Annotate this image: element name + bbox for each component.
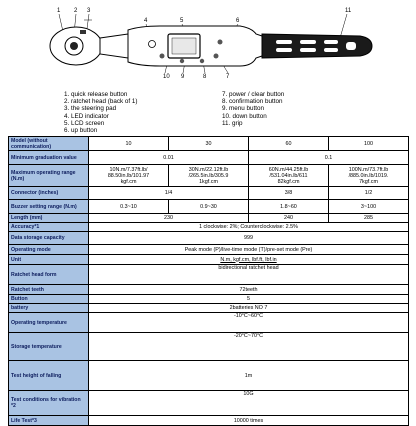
table-row [9, 391, 409, 416]
cell-line: 10N.m/7.37ft.lb/ [109, 166, 148, 173]
menu-button[interactable] [180, 59, 184, 63]
cell-line: /885.0in.lb/1019. [348, 172, 389, 179]
cell-line: 100N.m/73.7ft.lb [348, 166, 389, 173]
table-cell: 72teeth [89, 285, 409, 295]
row-label: Buzzer setting range (N.m) [9, 200, 89, 214]
cell-line: 7kgf.cm [359, 178, 378, 185]
cell-line: 30N.m/22.12ft.lb [188, 166, 229, 173]
callout-4: 4 [144, 18, 148, 24]
callout-3: 3 [87, 8, 91, 14]
table-cell [169, 165, 249, 187]
cell-line: /265.5in.lb/305.9 [188, 172, 229, 179]
cell-line: 60N.m/44.25ft.lb [268, 166, 309, 173]
table-cell: 60 [249, 137, 329, 151]
table-cell: 240 [249, 214, 329, 223]
table-cell: Peak mode (P)/live-time mode (T)/pre-set mode (Pre) [89, 245, 409, 255]
electronic-body [128, 26, 262, 66]
table-cell: 999 [89, 232, 409, 245]
callout-8: 8 [203, 74, 207, 80]
table-cell: 1/2 [329, 187, 409, 200]
row-label: Model (without communication) [9, 137, 89, 151]
table-row [9, 187, 409, 200]
down-button[interactable] [160, 54, 165, 59]
table-cell: 3/8 [249, 187, 329, 200]
table-cell: -20°C~70°C [89, 333, 409, 361]
table-cell: 230 [89, 214, 249, 223]
row-label: Storage temperature [9, 333, 89, 361]
callout-5: 5 [180, 18, 184, 24]
table-cell: 10000 times [89, 416, 409, 426]
row-label: Ratchet head form [9, 265, 89, 285]
row-label: Accuracy*1 [9, 223, 89, 232]
table-cell [249, 165, 329, 187]
row-label: Minimum graduation value [9, 151, 89, 165]
legend-item: 10. down button [222, 112, 267, 120]
row-label: Maximum operating range (N.m) [9, 165, 89, 187]
row-label: Data storage capacity [9, 232, 89, 245]
row-label: Operating temperature [9, 313, 89, 333]
table-row [9, 232, 409, 245]
legend-item: 7. power / clear button [222, 91, 285, 98]
up-button[interactable] [218, 40, 223, 45]
callout-10: 10 [163, 74, 170, 80]
row-label: Button [9, 295, 89, 304]
legend-item: 8. confirmation button [222, 98, 283, 106]
row-label: Unit [9, 255, 89, 265]
wrench-figure [0, 0, 416, 90]
legend-item: 3. the steering pad [64, 105, 117, 113]
table-row [9, 265, 409, 285]
table-cell: 0.01 [89, 151, 249, 165]
table-row [9, 416, 409, 426]
callout-11: 11 [345, 8, 352, 14]
cell-line: 82kgf.cm [277, 178, 300, 185]
table-cell: bidirectional ratchet head [89, 265, 409, 285]
callout-2: 2 [74, 8, 78, 14]
table-cell: 1 clockwise: 2%; Counterclockwise: 2.5% [89, 223, 409, 232]
grip [262, 34, 372, 58]
cell-line: kgf.cm [120, 178, 137, 185]
table-cell [89, 165, 169, 187]
table-cell [329, 165, 409, 187]
callout-1: 1 [57, 8, 61, 14]
table-row [9, 214, 409, 223]
ratchet-head [50, 27, 102, 65]
callout-6: 6 [236, 18, 240, 24]
table-row [9, 200, 409, 214]
row-label: Test height of falling [9, 361, 89, 391]
table-row [9, 245, 409, 255]
legend-item: 9. menu button [222, 105, 265, 113]
callout-7: 7 [226, 74, 230, 80]
table-cell: -10°C~60°C [89, 313, 409, 333]
spec-table [8, 136, 409, 426]
legend-item: 5. LCD screen [64, 119, 105, 127]
legend-item: 2. ratchet head (back of 1) [64, 98, 138, 106]
table-cell: 285 [329, 214, 409, 223]
table-row [9, 255, 409, 265]
table-cell: 1m [89, 361, 409, 391]
led-indicator [149, 41, 156, 48]
table-cell: 30 [169, 137, 249, 151]
torque-wrench-diagram [0, 0, 416, 90]
row-label: battery [9, 304, 89, 313]
row-label: Ratchet teeth [9, 285, 89, 295]
legend-item: 6. up button [64, 127, 98, 135]
table-row [9, 313, 409, 333]
parts-legend [64, 91, 364, 135]
table-cell: 0.3~10 [89, 200, 169, 214]
power-clear-button[interactable] [214, 54, 219, 59]
cell-line: 88.50in.lb/101.97 [107, 172, 150, 179]
table-row [9, 304, 409, 313]
table-cell: N.m, kgf.cm, lbf.ft, lbf.in [89, 255, 409, 265]
table-row [9, 333, 409, 361]
row-label: Test conditions for vibration *2 [9, 391, 89, 416]
table-row [9, 151, 409, 165]
cell-line: /531.04in.lb/611 [269, 172, 308, 179]
table-cell: 0.1 [249, 151, 409, 165]
table-cell: 2batteries NO 7 [89, 304, 409, 313]
table-row [9, 165, 409, 187]
legend-right-column [222, 91, 284, 127]
table-cell: 3~100 [329, 200, 409, 214]
table-cell: 0.9~30 [169, 200, 249, 214]
cell-line: 1kgf.cm [199, 178, 218, 185]
table-cell: 1.8~60 [249, 200, 329, 214]
table-cell: 5 [89, 295, 409, 304]
row-label: Connector (inches) [9, 187, 89, 200]
table-row [9, 137, 409, 151]
row-label: Life Test*3 [9, 416, 89, 426]
confirmation-button[interactable] [200, 59, 204, 63]
row-label: Length (mm) [9, 214, 89, 223]
table-cell: 10G [89, 391, 409, 416]
legend-item: 4. LED indicator [64, 112, 109, 120]
callout-9: 9 [181, 74, 185, 80]
table-cell: 100 [329, 137, 409, 151]
legend-left-column [64, 91, 138, 134]
table-row [9, 285, 409, 295]
row-label: Operating mode [9, 245, 89, 255]
table-row [9, 295, 409, 304]
table-row [9, 361, 409, 391]
table-cell: 10 [89, 137, 169, 151]
table-row [9, 223, 409, 232]
table-cell: 1/4 [89, 187, 249, 200]
legend-item: 1. quick release button [64, 91, 128, 98]
legend-item: 11. grip [222, 119, 243, 127]
